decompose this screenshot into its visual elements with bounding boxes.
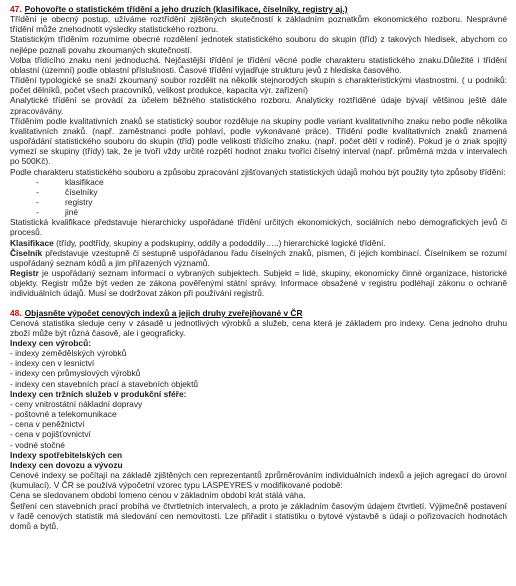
list-item: - poštovné a telekomunikace xyxy=(10,409,117,420)
question-47-number: 47. xyxy=(10,4,22,14)
list-item: - vodné stočné xyxy=(10,439,65,450)
q47-paragraph: Analytické třídění se provádí za účelem běžného statistického rozboru. Analyticky roztříděné údaje bývají většinou ještě dále zpracovávány. xyxy=(10,95,507,116)
list-item: - indexy cen průmyslových výrobků xyxy=(10,368,141,379)
q48-paragraph: Cena se sledovanem období lomeno cenou v základním období krát stálá váha. xyxy=(10,490,306,501)
list-item: - cena v peněžnictví xyxy=(10,419,85,430)
question-48-title: Objasněte výpočet cenových indexů a jejich druhy zveřejňované v ČR xyxy=(24,307,303,318)
list-item: - klasifikace xyxy=(10,177,507,187)
registr-term: Registr xyxy=(10,268,39,279)
q47-paragraph: Volba třídícího znaku není jednoduchá. Nejčastější třídění je třídění věcné podle charakteru statistického znaku.Důležité i třídění oblastní (územní) podle oblastní příslušnosti. Časové třídění vyjadřuje strukturu jevů z hlediska časového. xyxy=(10,54,507,75)
q47-paragraph: Tříděním podle kvalitativních znaků se statistický soubor rozděluje na skupiny podle variant kvalitativního znaku nebo podle několika kvalitativních znaků. (např. zaměstnanci podle pohlaví, podle vykonávané práce). Třídění podle kvalitativních znaků znamená uspořádání statistického souboru do skupin (tříd) podle velikosti třídícího znaku. (např. počet dětí v rodině). Pokud je o znak spojitý vymezí se skupiny (třídy) tak, že je tvoří vždy určité rozpětí hodnot znaku tvoříci číselný interval (např. průměrná mzda v intervalech po 500Kč). xyxy=(10,115,507,167)
list-item: - ceny vnitrostátní nákladní dopravy xyxy=(10,398,143,409)
q47-paragraph: Podle charakteru statistického souboru a způsobu zpracování zjišťovaných statistických údajů mohou být použity tyto způsoby třídění: xyxy=(10,166,506,177)
list-item: - číselníky xyxy=(10,187,507,197)
question-48-heading xyxy=(10,308,507,318)
kvalifikace-paragraph: Statistická kvalifikace představuje hierarchicky uspořádané třídění určitých ekonomických, sociálních nebo demografických jevů či procesů. xyxy=(10,217,507,238)
list-item: - indexy cen stavebních prací a stavebních objektů xyxy=(10,378,199,389)
q47-paragraph: Třídění typologické se snaží zkoumaný soubor rozdělit na několik stejnorodých skupin s charakteristickými vlastnostmi. ( u podniků: počet dělníků, počet všech pracovníků, velikost produkce, kapacita výr. zařízení) xyxy=(10,75,507,96)
list-item: - indexy zemědělských výrobků xyxy=(10,348,127,359)
question-47 xyxy=(10,4,507,299)
sorting-methods-list xyxy=(10,177,507,218)
list-item: - jiné xyxy=(10,207,507,217)
section-gap xyxy=(10,299,507,308)
producer-price-heading: Indexy cen výrobců: xyxy=(10,338,91,348)
import-export-heading: Indexy cen dovozu a vývozu xyxy=(10,459,123,470)
klasifikace-text: (třídy, podtřídy, skupiny a podskupiny, oddíly a pododdíly…..) hierarchické logické třídění. xyxy=(53,237,386,248)
market-services-heading: Indexy cen tržních služeb v produkční sféře: xyxy=(10,388,187,399)
list-item: - cena v pojišťovnictví xyxy=(10,429,91,440)
klasifikace-paragraph xyxy=(10,238,507,248)
question-47-title: Pohovořte o statistickém třídění a jeho druzích (klasifikace, číselníky, registry aj.) xyxy=(24,4,348,14)
consumer-price-heading: Indexy spotřebitelských cen xyxy=(10,449,123,460)
klasifikace-term: Klasifikace xyxy=(10,237,54,248)
q48-paragraph: Šetření cen stavebních prací probíhá ve čtvrtletních intervalech, a proto je základním časovým údajem čtvrtletí. Výjimečně postavení v řadě cenových statistik má sledování cen nemovitostí. Lze přiřadit i statistiku o bytové výstavbě s údaji o pořizovacích hodnotách domů a bytů. xyxy=(10,500,507,531)
ciselnik-term: Číselník xyxy=(10,247,43,258)
list-item: - registry xyxy=(10,197,507,207)
q47-paragraph: Statistickým tříděním rozumíme obecné rozdělení jednotek statistického souboru do skupin (tříd) z takových hledisek, abychom co nejlépe poznali povahu zkoumaných skutečností. xyxy=(10,34,507,55)
registr-text: je uspořádaný seznam informací o vybraných subjektech. Subjekt = lidé, skupiny, ekonomicky činné organizace, historické objekty. Registr může být veden ze zákona pověřenými státní správy. Informace obsažené v registru podléhají zákonu o ochraně individuálních údajů. Musí se dodržovat zákon při používání registrů. xyxy=(10,268,507,299)
registr-paragraph xyxy=(10,268,507,298)
q47-paragraph: Třídění je obecný postup, užíváme roztřídění zjištěných skutečností k základním poznatkům ekonomického rozboru. Nesprávné třídění může znehodnotit výsledky statistického rozboru. xyxy=(10,14,507,35)
question-48-number: 48. xyxy=(10,307,22,318)
question-47-heading xyxy=(10,4,507,14)
ciselnik-text: představuje vzestupně či sestupně uspořádanou řadu číselných znaků, písmen, či jejich kombinací. Číselníkem se rozumí uspořádaný seznam kódů a jim přiřazených významů. xyxy=(10,247,507,268)
q48-paragraph: Cenové indexy se počítají na základě zjištěných cen reprezentantů zprůměrováním individuálních indexů a jejich agregací do úrovní (kumulací). V ČR se používá výpočetní vzorec typu LASPEYRES v modifikované podobě: xyxy=(10,470,507,491)
list-item: - indexy cen v lesnictví xyxy=(10,358,95,369)
q48-intro: Cenová statistika sleduje ceny v zásadě u jednotlivých výrobků a služeb, cena která je základem pro indexy. Cena jednoho druhu zboží může být různá časově, ale i geograficky. xyxy=(10,317,507,338)
ciselnik-paragraph xyxy=(10,248,507,268)
question-48 xyxy=(10,308,507,531)
